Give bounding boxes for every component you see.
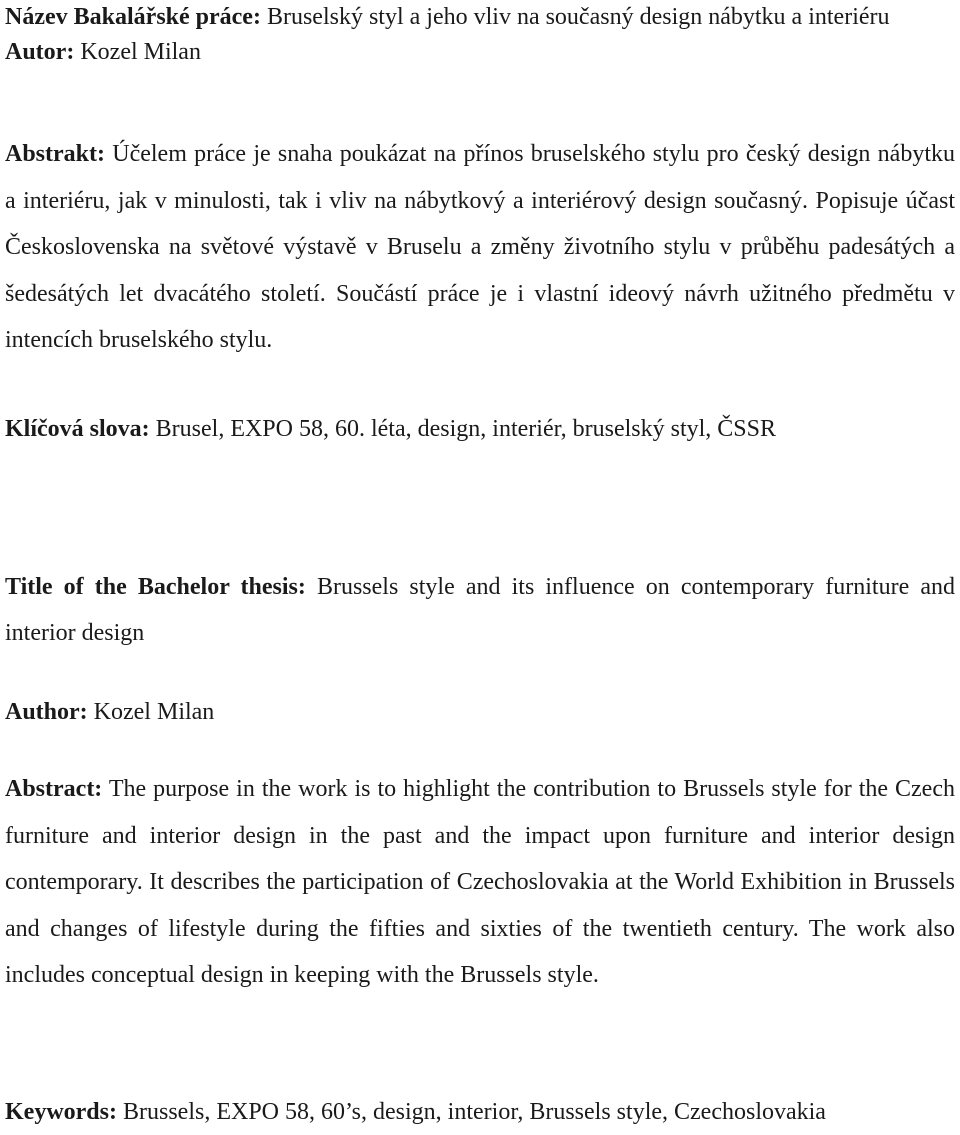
english-keywords-label: Keywords: xyxy=(5,1099,117,1125)
english-author-line xyxy=(5,689,955,735)
english-keywords-text: Brussels, EXPO 58, 60’s, design, interior, Brussels style, Czechoslovakia xyxy=(122,1099,826,1125)
english-abstract-label: Abstract: xyxy=(5,776,103,802)
english-title-section xyxy=(5,564,955,656)
czech-title-line xyxy=(5,0,955,35)
czech-header-section xyxy=(5,0,955,70)
czech-author-label: Autor: xyxy=(5,39,75,65)
czech-author-value: Kozel Milan xyxy=(80,39,201,65)
czech-keywords-text: Brusel, EXPO 58, 60. léta, design, interiér, bruselský styl, ČSSR xyxy=(155,416,776,442)
english-title-label: Title of the Bachelor thesis: xyxy=(5,574,306,600)
czech-abstract-section xyxy=(5,131,955,364)
czech-keywords-section xyxy=(5,406,955,452)
english-title-value: Brussels style and its influence on contemporary furniture and interior design xyxy=(5,574,956,646)
english-title-line xyxy=(5,564,955,656)
czech-keywords-label: Klíčová slova: xyxy=(5,416,150,442)
english-author-label: Author: xyxy=(5,699,88,725)
czech-title-value: Bruselský styl a jeho vliv na současný design nábytku a interiéru xyxy=(266,4,890,30)
english-abstract-paragraph xyxy=(5,766,955,999)
english-author-section xyxy=(5,689,955,735)
english-keywords-line xyxy=(5,1089,955,1135)
english-author-value: Kozel Milan xyxy=(93,699,215,725)
czech-title-label: Název Bakalářské práce: xyxy=(5,4,261,30)
czech-abstract-paragraph xyxy=(5,131,955,364)
czech-abstract-label: Abstrakt: xyxy=(5,141,105,167)
czech-author-line xyxy=(5,35,955,70)
english-keywords-section xyxy=(5,1089,955,1135)
czech-keywords-line xyxy=(5,406,955,452)
czech-abstract-text: Účelem práce je snaha poukázat na přínos bruselského stylu pro český design nábytku a interiéru, jak v minulosti, tak i vliv na nábytkový a interiérový design současný. Popisuje účast Československa na světové výstavě v Bruselu a změny životního stylu v průběhu padesátých a šedesátých let dvacátého století. Součástí práce je i vlastní ideový návrh užitného předmětu v intencích bruselského stylu. xyxy=(5,141,955,353)
english-abstract-section xyxy=(5,766,955,999)
english-abstract-text: The purpose in the work is to highlight the contribution to Brussels style for the Czech furniture and interior design in the past and the impact upon furniture and interior design contemporary. It describes the participation of Czechoslovakia at the World Exhibition in Brussels and changes of lifestyle during the fifties and sixties of the twentieth century. The work also includes conceptual design in keeping with the Brussels style. xyxy=(5,776,955,988)
